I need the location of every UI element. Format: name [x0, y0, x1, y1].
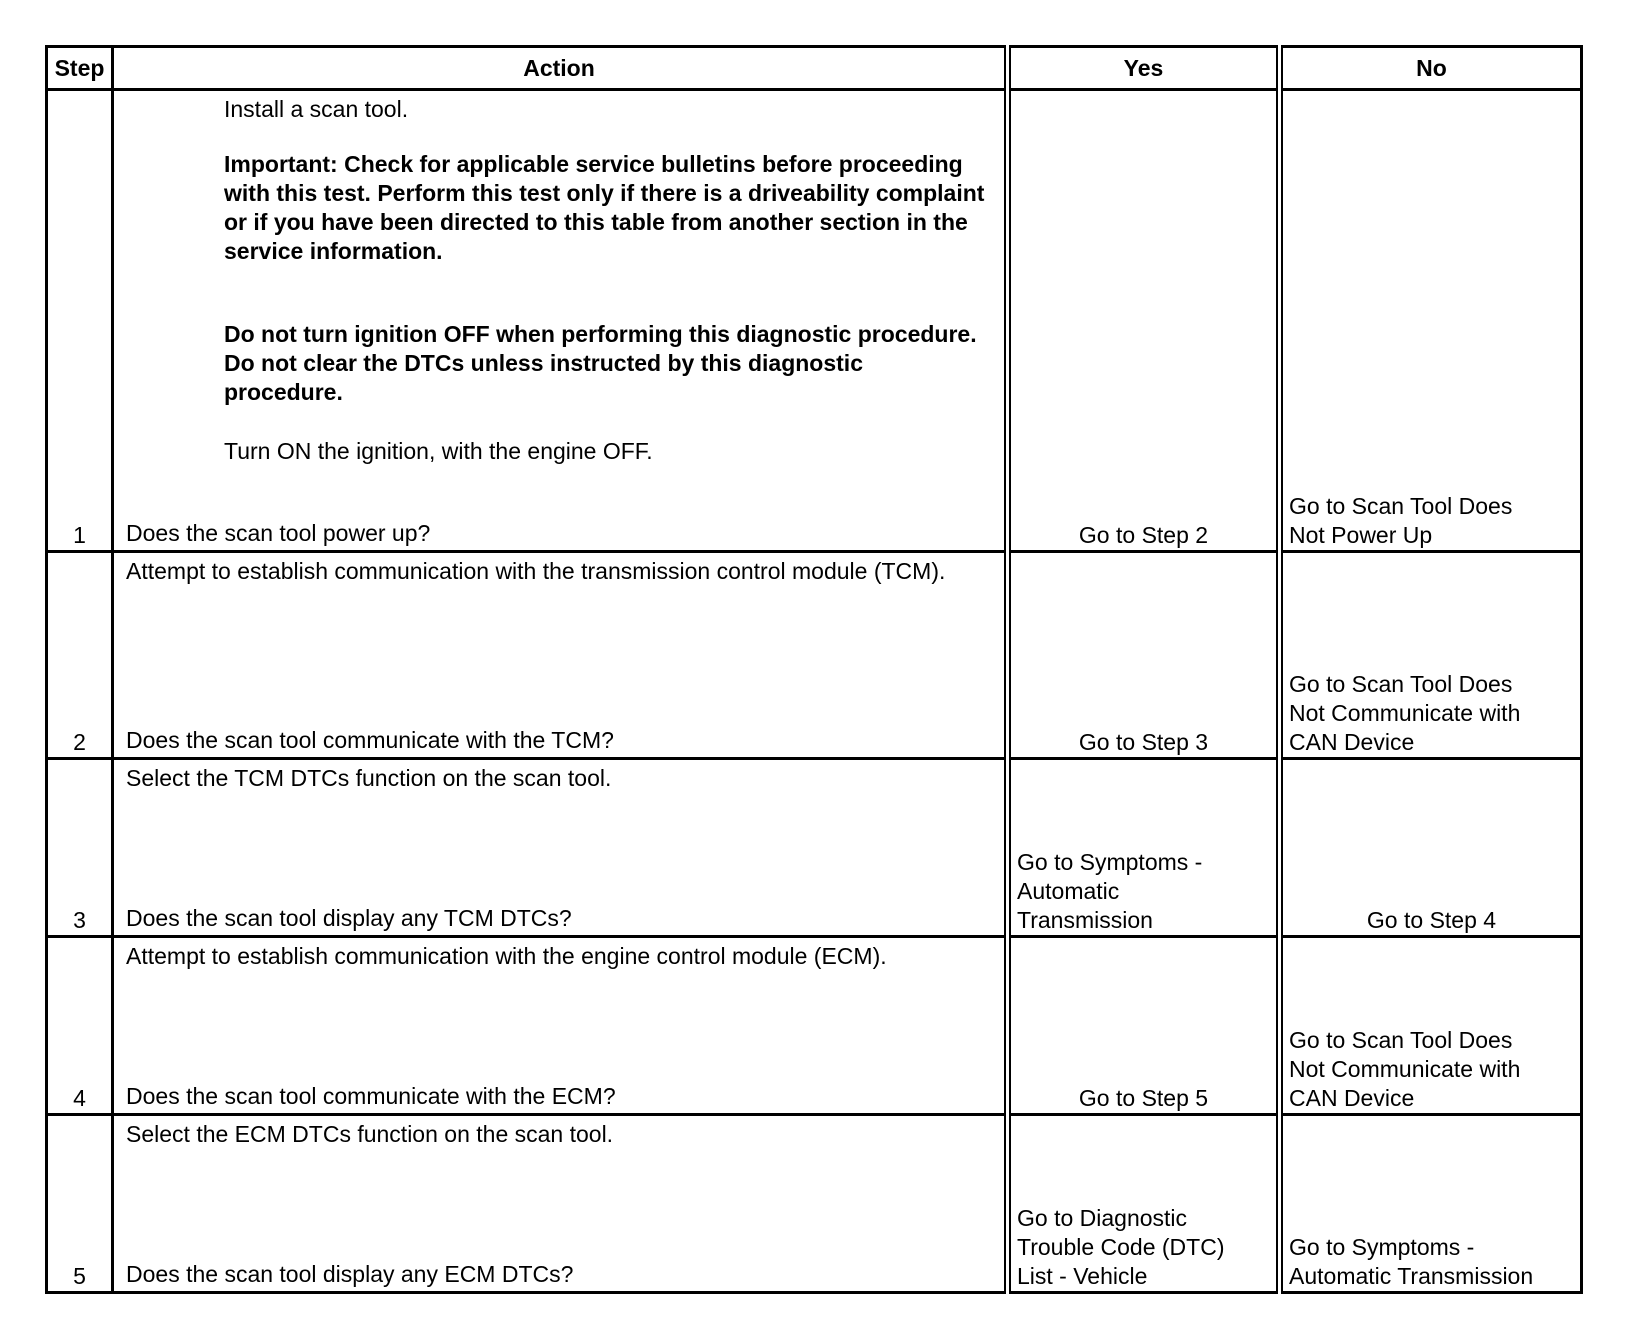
header-row	[47, 47, 1582, 90]
question-text: Does the scan tool display any ECM DTCs?	[126, 1261, 574, 1287]
question-text: Does the scan tool communicate with the ECM?	[126, 1083, 616, 1109]
question-text: Does the scan tool display any TCM DTCs?	[126, 905, 572, 931]
instruction-text: Select the ECM DTCs function on the scan tool.	[126, 1121, 614, 1147]
header-yes: Yes	[1008, 47, 1280, 90]
table-row-step-4	[47, 937, 1582, 1115]
yes-cell: Go to Symptoms - Automatic Transmission	[1008, 759, 1280, 937]
step-number: 4	[47, 937, 113, 1115]
action-cell	[113, 937, 1008, 1115]
no-cell: Go to Scan Tool Does Not Power Up	[1280, 90, 1582, 552]
action-cell	[113, 552, 1008, 759]
diagnostic-table	[45, 45, 1583, 1294]
question-text: Does the scan tool power up?	[126, 520, 431, 546]
no-cell: Go to Step 4	[1280, 759, 1582, 937]
step-number: 3	[47, 759, 113, 937]
warning-note: Do not turn ignition OFF when performing this diagnostic procedure. Do not clear the DTCs unless instructed by this diagnostic procedure.	[224, 321, 977, 405]
step-number: 5	[47, 1115, 113, 1293]
no-cell: Go to Scan Tool Does Not Communicate with CAN Device	[1280, 937, 1582, 1115]
instruction-text: Select the TCM DTCs function on the scan tool.	[126, 765, 612, 791]
yes-cell: Go to Step 2	[1008, 90, 1280, 552]
question-text: Does the scan tool communicate with the TCM?	[126, 727, 614, 753]
action-cell	[113, 759, 1008, 937]
no-cell: Go to Symptoms - Automatic Transmission	[1280, 1115, 1582, 1293]
yes-cell: Go to Step 3	[1008, 552, 1280, 759]
step-number: 1	[47, 90, 113, 552]
no-cell: Go to Scan Tool Does Not Communicate with CAN Device	[1280, 552, 1582, 759]
instruction-text: Attempt to establish communication with the transmission control module (TCM).	[126, 558, 946, 584]
action-cell	[113, 90, 1008, 552]
install-text: Install a scan tool.	[224, 96, 409, 122]
action-cell	[113, 1115, 1008, 1293]
instruction-text: Attempt to establish communication with the engine control module (ECM).	[126, 943, 887, 969]
important-note: Important: Check for applicable service bulletins before proceeding with this test. Perform this test only if there is a driveability complaint or if you have been directed to this table from another section in the service information.	[224, 151, 985, 264]
step-number: 2	[47, 552, 113, 759]
ignition-text: Turn ON the ignition, with the engine OFF.	[224, 438, 653, 464]
header-action: Action	[113, 47, 1008, 90]
table-row-step-5	[47, 1115, 1582, 1293]
table-row-step-1	[47, 90, 1582, 552]
yes-cell: Go to Diagnostic Trouble Code (DTC) List - Vehicle	[1008, 1115, 1280, 1293]
header-no: No	[1280, 47, 1582, 90]
table-row-step-2	[47, 552, 1582, 759]
header-step: Step	[47, 47, 113, 90]
yes-cell: Go to Step 5	[1008, 937, 1280, 1115]
table-row-step-3	[47, 759, 1582, 937]
